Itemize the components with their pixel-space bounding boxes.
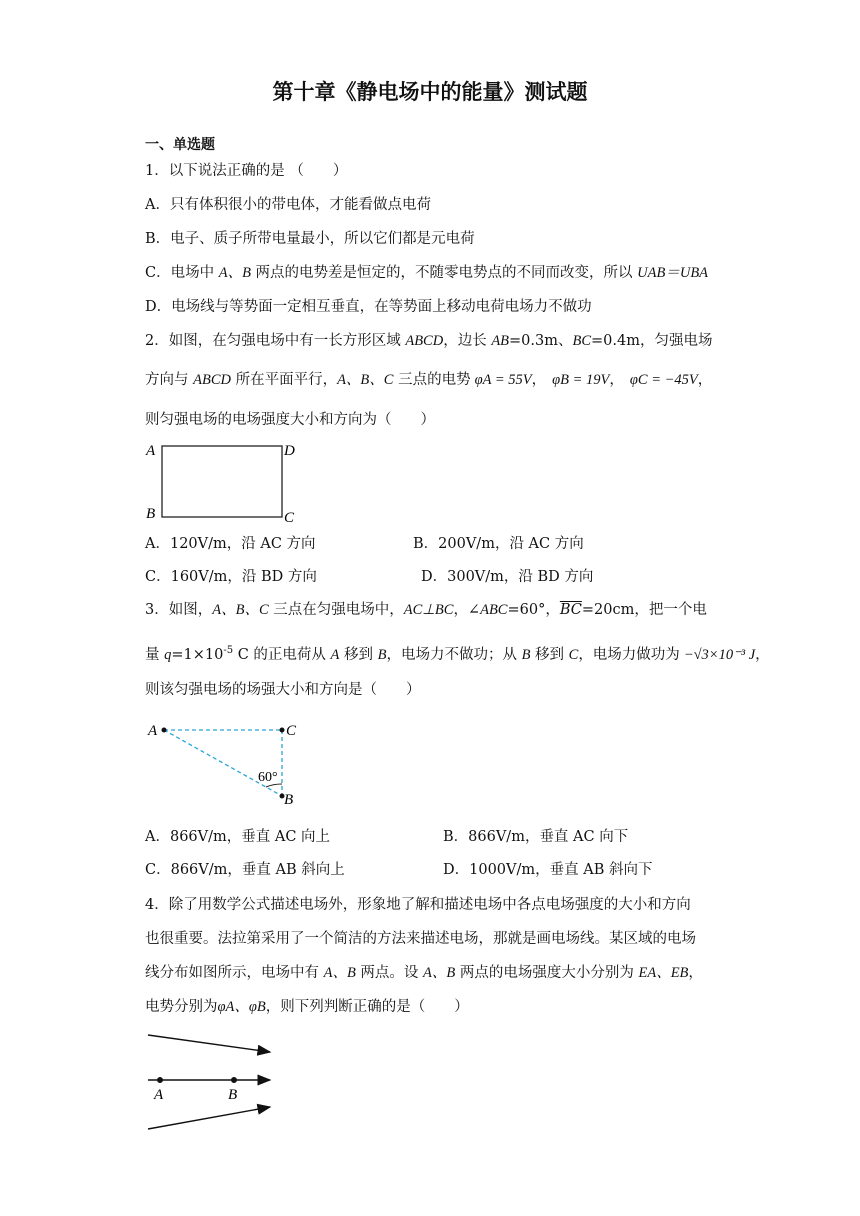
q4-text: 两点。设 <box>355 965 424 981</box>
q2-option-d: D．300V/m，沿 BD 方向 <box>421 569 594 585</box>
label-d: D <box>284 443 295 459</box>
field-line-bottom <box>148 1107 270 1129</box>
q2-var: BC <box>572 333 592 349</box>
q2-option-b: B．200V/m，沿 AC 方向 <box>413 536 584 552</box>
q2-text: 三点的电势 <box>393 372 471 388</box>
q3-text: =60°， <box>507 602 560 618</box>
q3-line2: 量 $q=1\times 10^{-5}$ C 的正电荷从 A 移到 B，电场力不做功；从 B 移到 C，电场力做功为 −√3×10⁻³ J， <box>145 645 770 663</box>
page-title: 第十章《静电场中的能量》测试题 <box>272 80 588 104</box>
q3-var: ABC <box>480 602 508 618</box>
q3-text: =20cm，把一个电 <box>581 602 707 618</box>
label-c: C <box>286 723 297 739</box>
q2-text: ，边长 <box>443 333 492 349</box>
q3-option-d: D．1000V/m，垂直 AB 斜向下 <box>443 862 653 878</box>
q4-text: ，则下列判断正确的是（ ） <box>265 999 469 1015</box>
q2-var: A、B、C <box>337 372 394 388</box>
q3-text: ，∠ <box>453 602 481 618</box>
q4-text: 电势分别为 <box>145 999 218 1015</box>
q1-option-b: B．电子、质子所带电量最小，所以它们都是元电荷 <box>145 231 475 247</box>
q1-option-d: D．电场线与等势面一定相互垂直，在等势面上移动电荷电场力不做功 <box>145 299 592 315</box>
label-b: B <box>228 1087 238 1103</box>
angle-label: 60° <box>258 770 278 785</box>
label-b: B <box>284 792 294 808</box>
q2-line2: 方向与 ABCD 所在平面平行，A、B、C 三点的电势 φA = 55V， φB = 19V， φC = −45V， <box>145 372 713 388</box>
segment-ab <box>164 730 282 796</box>
rectangle-abcd <box>162 446 282 517</box>
q3-text: ，电场力做功为 <box>578 646 680 663</box>
q3-var: q <box>164 646 172 663</box>
q2-text: 方向与 <box>145 372 194 388</box>
q1-c-text: C．电场中 <box>145 265 219 281</box>
q4-text: 线分布如图所示，电场中有 <box>145 965 324 981</box>
q4-text: 两点的电场强度大小分别为 <box>455 965 639 981</box>
q3-text: ，电场力不做功；从 <box>386 646 522 663</box>
q2-var: AB <box>491 333 510 349</box>
q3-text: 量 <box>145 646 165 663</box>
q2-text: 所在平面平行， <box>230 372 338 388</box>
q4-var: A、B <box>423 965 456 981</box>
q3-work-value: −√3×10⁻³ J <box>683 646 756 663</box>
label-a: A <box>148 723 158 739</box>
q3-bc-overline: $\overline{BC}$ <box>559 602 582 618</box>
q1-option-c <box>145 263 708 283</box>
q2-line1 <box>145 331 713 351</box>
q4-field-lines-figure <box>140 1026 290 1136</box>
q2-line3: 则匀强电场的电场强度大小和方向为（ ） <box>145 412 435 428</box>
q3-option-a: A．866V/m，垂直 AC 向上 <box>145 829 331 845</box>
point-c <box>280 728 285 733</box>
q2-var: ABCD <box>193 372 231 388</box>
q3-text: 移到 <box>530 646 569 663</box>
q4-var: φA、φB <box>217 999 266 1015</box>
q4-line4 <box>145 997 469 1017</box>
q3-var: A、B、C <box>212 602 269 618</box>
q2-phi-a: φA = 55V <box>474 372 532 388</box>
q3-var: B <box>521 646 531 663</box>
q1-c-equation: UAB＝UBA <box>637 265 709 281</box>
point-b <box>231 1077 237 1083</box>
q4-line3 <box>145 963 703 983</box>
q3-exponent: -5 <box>223 645 234 656</box>
q2-var: ABCD <box>405 333 444 349</box>
q1-c-text2: 两点的电势差是恒定的，不随零电势点的不同而改变，所以 <box>250 265 638 281</box>
q2-rectangle-figure <box>140 436 310 528</box>
q2-option-a: A．120V/m，沿 AC 方向 <box>145 536 316 552</box>
point-a <box>162 728 167 733</box>
q3-triangle-figure <box>140 714 310 810</box>
q3-line3: 则该匀强电场的场强大小和方向是（ ） <box>145 682 421 698</box>
label-c: C <box>284 510 295 526</box>
q2-text: 2．如图，在匀强电场中有一长方形区域 <box>145 333 406 349</box>
field-line-top <box>148 1035 270 1052</box>
q1-c-points: A、B <box>218 265 251 281</box>
q3-option-c: C．866V/m，垂直 AB 斜向上 <box>145 862 345 878</box>
q3-var: C <box>568 646 579 663</box>
q2-text: =0.4m，匀强电场 <box>591 333 713 349</box>
label-a: A <box>146 443 156 459</box>
q2-option-c: C．160V/m，沿 BD 方向 <box>145 569 317 585</box>
q3-line1 <box>145 600 707 620</box>
label-a: A <box>154 1087 164 1103</box>
q2-phi-c: φC = −45V <box>629 372 698 388</box>
q2-phi-b: φB = 19V <box>552 372 610 388</box>
q4-var: EA、EB <box>638 965 689 981</box>
q4-text: ， <box>688 965 703 981</box>
q1-stem: 1．以下说法正确的是 （ ） <box>145 163 348 179</box>
q2-text: =0.3m、 <box>509 333 573 349</box>
q3-text: 移到 <box>339 646 378 663</box>
q3-var: AC⊥BC <box>403 602 454 618</box>
label-b: B <box>146 506 156 522</box>
point-a <box>157 1077 163 1083</box>
q1-option-a: A．只有体积很小的带电体，才能看做点电荷 <box>145 197 431 213</box>
q4-var: A、B <box>323 965 356 981</box>
q3-var: B <box>377 646 387 663</box>
q3-var: A <box>330 646 340 663</box>
q3-text: =1×10 <box>171 646 224 663</box>
q3-option-b: B．866V/m，垂直 AC 向下 <box>443 829 629 845</box>
section-heading: 一、单选题 <box>145 137 215 153</box>
q4-line1: 4．除了用数学公式描述电场外，形象地了解和描述电场中各点电场强度的大小和方向 <box>145 897 691 913</box>
q3-text: 三点在匀强电场中， <box>268 602 404 618</box>
q3-text: C 的正电荷从 <box>233 646 331 663</box>
q4-line2: 也很重要。法拉第采用了一个简洁的方法来描述电场，那就是画电场线。某区域的电场 <box>145 931 696 947</box>
q3-text: 3．如图， <box>145 602 213 618</box>
